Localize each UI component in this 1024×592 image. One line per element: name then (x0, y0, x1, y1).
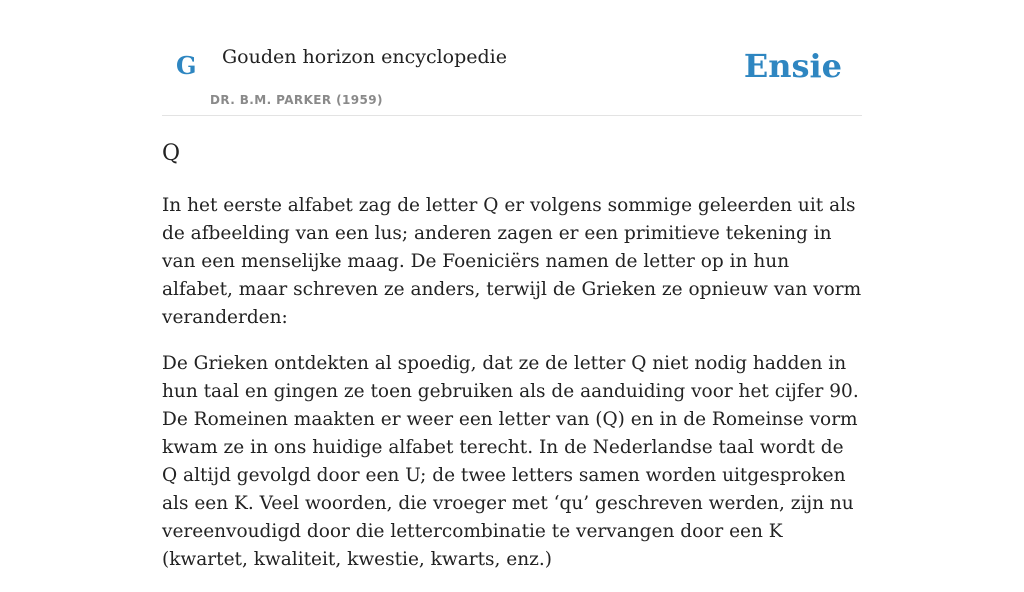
book-logo-letter[interactable]: G (176, 51, 197, 80)
page (162, 0, 862, 570)
entry-paragraph: In het eerste alfabet zag de letter Q er volgens sommige geleerden uit als de afbeelding van een lus; anderen zagen er een primitieve tekening in van een menselijke maag. De Foeniciërs namen de letter op in hun alfabet, maar schreven ze anders, terwijl de Grieken ze opnieuw van vorm veranderden: (162, 195, 862, 328)
entry-title: Q (162, 141, 181, 166)
book-title[interactable]: Gouden horizon encyclopedie (222, 46, 507, 68)
book-author: DR. B.M. PARKER (1959) (210, 93, 383, 107)
entry-body (162, 192, 862, 592)
ensie-logo[interactable]: Ensie (743, 47, 842, 85)
entry-paragraph: De Grieken ontdekten al spoedig, dat ze de letter Q niet nodig hadden in hun taal en gingen ze toen gebruiken als de aanduiding voor het cijfer 90. De Romeinen maakten er weer een letter van (Q) en in de Romeinse vorm kwam ze in ons huidige alfabet terecht. In de Nederlandse taal wordt de Q altijd gevolgd door een U; de twee letters samen worden uitgesproken als een K. Veel woorden, die vroeger met ‘qu’ geschreven werden, zijn nu vereenvoudigd door die lettercombinatie te vervangen door een K (kwartet, kwaliteit, kwestie, kwarts, enz.) (162, 353, 859, 570)
book-header (162, 0, 862, 116)
